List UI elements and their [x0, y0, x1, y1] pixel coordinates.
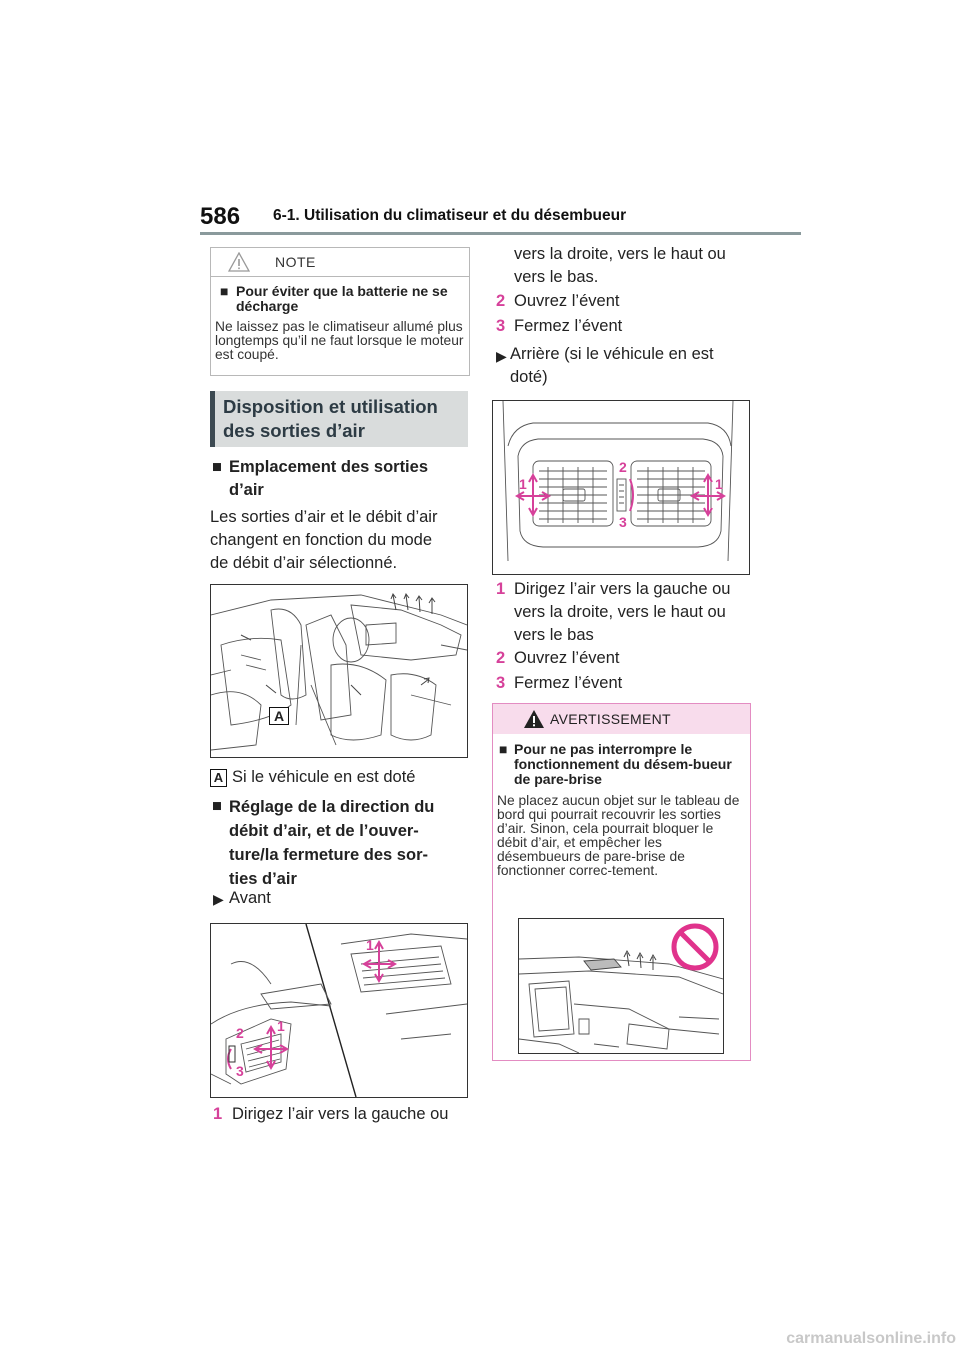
interior-illustration	[210, 584, 468, 758]
arriere-step-2-text: Ouvrez l’évent	[514, 649, 620, 667]
avant-step-1-cont	[514, 243, 726, 289]
avant-step-2	[496, 290, 620, 313]
warning-icon	[523, 709, 545, 729]
warning-box	[492, 703, 751, 1061]
warning-subtitle	[499, 742, 744, 787]
section-heading	[210, 391, 468, 447]
arriere-label	[510, 343, 714, 389]
rear-vent-illustration	[492, 400, 750, 575]
arriere-step-2	[496, 647, 620, 670]
dashboard-illustration	[518, 918, 724, 1054]
heading-bar	[210, 391, 215, 447]
note-header	[211, 248, 469, 277]
note-box	[210, 247, 470, 376]
rear-callout-1b: 1	[715, 476, 723, 492]
triangle-bullet-icon: ▶	[496, 348, 507, 364]
legend-a-label: A	[210, 769, 227, 787]
reglage-title-line-4: ties d’air	[229, 870, 297, 888]
avant-step-3-text: Fermez l’évent	[514, 317, 623, 335]
front-vent-drawing	[211, 924, 467, 1097]
warning-body: Ne placez aucun objet sur le tableau de bord qui pourrait recouvrir les sorties d’air. Sinon, cela pourrait bloquer le débit d’air, et empêcher les désembueurs de pare-brise de fonctionner correc-tement.	[497, 793, 740, 878]
watermark: carmanualsonline.info	[786, 1330, 956, 1347]
square-bullet-icon: ■	[212, 458, 222, 476]
avant-label: Avant	[229, 889, 271, 907]
arriere-step-1-line-3: vers le bas	[514, 626, 594, 644]
rear-callout-3: 3	[619, 514, 627, 530]
arriere-label-line-1: Arrière (si le véhicule en est	[510, 345, 714, 363]
front-callout-2: 2	[236, 1025, 244, 1041]
rear-callout-1a: 1	[519, 476, 527, 492]
note-subtitle-text: Pour éviter que la batterie ne se décharge	[236, 283, 448, 314]
arriere-step-1-text	[514, 578, 730, 647]
triangle-bullet-icon: ▶	[213, 891, 224, 907]
rear-callout-2: 2	[619, 459, 627, 475]
arriere-step-1	[496, 578, 731, 644]
heading-line-2: des sorties d’air	[223, 420, 365, 441]
warning-label: AVERTISSEMENT	[550, 711, 671, 727]
reglage-title	[229, 795, 434, 891]
arriere-step-3-text: Fermez l’évent	[514, 674, 623, 692]
arriere-label-line-2: doté)	[510, 368, 548, 386]
arriere-step-3	[496, 672, 623, 695]
square-bullet-icon: ■	[212, 797, 222, 815]
avant-step-1-line-2: vers la droite, vers le haut ou	[514, 245, 726, 263]
avant-step-1-line-3: vers le bas.	[514, 268, 599, 286]
avant-step-1	[213, 1103, 449, 1126]
note-subtitle	[220, 284, 465, 314]
arriere-step-3-number: 3	[496, 674, 506, 692]
emplacement-title	[229, 456, 428, 502]
front-callout-1a: 1	[366, 937, 374, 953]
note-body: Ne laissez pas le climatiseur allumé plus longtemps qu’il ne faut lorsque le moteur est coupé.	[215, 319, 464, 362]
warning-header	[493, 704, 750, 734]
header-rule	[200, 232, 801, 235]
note-label: NOTE	[275, 254, 316, 270]
avant-step-1-line-1: Dirigez l’air vers la gauche ou	[232, 1105, 449, 1123]
emplacement-body-line-3: de débit d’air sélectionné.	[210, 554, 398, 572]
warning-subtitle-text: Pour ne pas interrompre le fonctionnement du désem-bueur de pare-brise	[514, 741, 732, 787]
section-title: 6-1. Utilisation du climatiseur et du désembueur	[273, 207, 627, 224]
emplacement-body	[210, 506, 437, 575]
car-interior-drawing	[211, 585, 467, 757]
caution-icon	[228, 252, 250, 272]
arriere-step-2-number: 2	[496, 649, 506, 667]
reglage-title-line-1: Réglage de la direction du	[229, 798, 435, 816]
arriere-step-1-number: 1	[496, 580, 506, 598]
reglage-title-line-2: débit d’air, et de l’ouver-	[229, 822, 419, 840]
front-callout-1b: 1	[277, 1018, 285, 1034]
avant-step-3	[496, 315, 623, 338]
avant-step-3-number: 3	[496, 317, 506, 335]
avant-step-2-text: Ouvrez l’évent	[514, 292, 620, 310]
arriere-step-1-line-1: Dirigez l’air vers la gauche ou	[514, 580, 731, 598]
dashboard-drawing	[519, 919, 723, 1053]
page-number: 586	[200, 203, 241, 230]
square-bullet-icon: ■	[220, 283, 229, 299]
emplacement-body-line-2: changent en fonction du mode	[210, 531, 433, 549]
arriere-step-1-line-2: vers la droite, vers le haut ou	[514, 603, 726, 621]
avant-step-2-number: 2	[496, 292, 506, 310]
emplacement-body-line-1: Les sorties d’air et le débit d’air	[210, 508, 438, 526]
front-vent-illustration	[210, 923, 468, 1098]
front-callout-3: 3	[236, 1063, 244, 1079]
emplacement-title-line-2: d’air	[229, 481, 264, 499]
square-bullet-icon: ■	[499, 741, 508, 757]
emplacement-title-line-1: Emplacement des sorties	[229, 458, 428, 476]
callout-a-label: A	[269, 707, 289, 725]
heading-text	[223, 395, 438, 443]
reglage-title-line-3: ture/la fermeture des sor-	[229, 846, 428, 864]
rear-vent-drawing	[493, 401, 749, 574]
legend-a-text: Si le véhicule en est doté	[232, 768, 416, 786]
heading-line-1: Disposition et utilisation	[223, 396, 438, 417]
avant-step-1-number: 1	[213, 1105, 223, 1123]
